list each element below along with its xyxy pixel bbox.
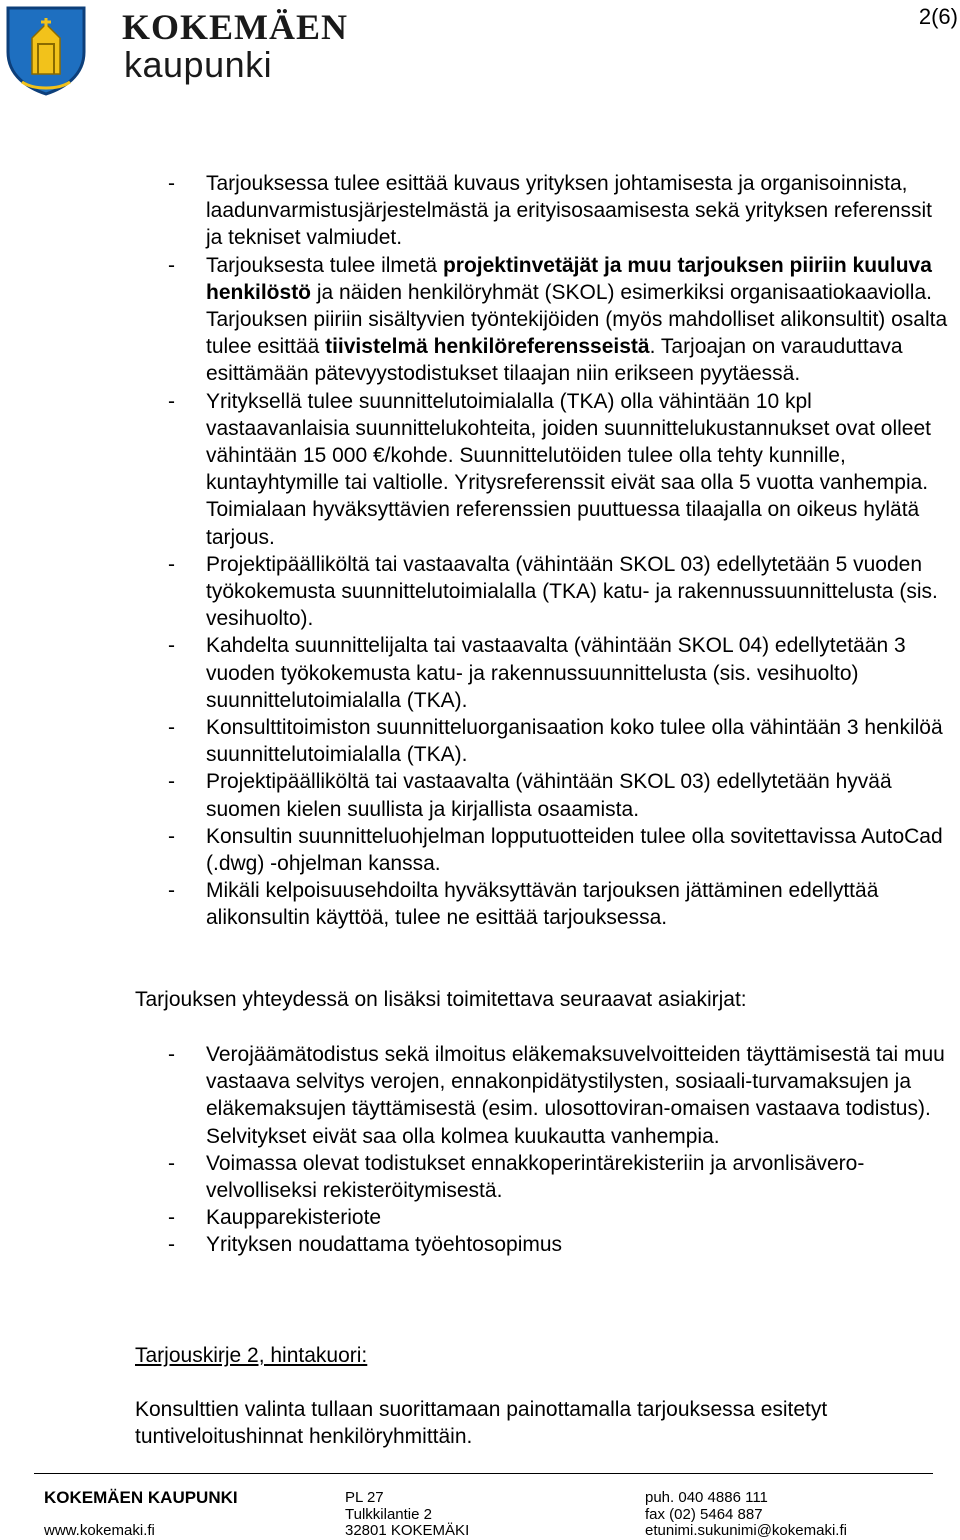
list-item: - Voimassa olevat todistukset ennakkoperintärekisteriin ja arvonlisävero-velvolliseksi rekisteröitymisestä. [168,1151,865,1203]
footer-fax: fax (02) 5464 887 [645,1505,763,1523]
footer-po-box: PL 27 [345,1489,384,1506]
documents-list [168,1041,960,1259]
footer-phone: puh. 040 4886 111 [645,1489,768,1506]
city-coat-of-arms-logo [4,4,88,96]
list-item: - Projektipäälliköltä tai vastaavalta (vähintään SKOL 03) edellytetään hyvää suomen kielen suullista ja kirjallista osaamista. [168,770,892,821]
footer-email-link[interactable]: etunimi.sukunimi@kokemaki.fi [645,1522,847,1539]
footer-contact [645,1490,847,1540]
list-item: - Projektipäälliköltä tai vastaavalta (vähintään SKOL 03) edellytetään 5 vuoden työkokemusta suunnittelutoimialalla (TKA) katu- ja rakennussuunnittelusta (sis. vesihuolto). [168,552,938,631]
list-item: - Kahdelta suunnittelijalta tai vastaavalta (vähintään SKOL 04) edellytetään 3 vuoden työkokemusta katu- ja rakennussuunnittelusta (sis. vesihuolto) suunnittelutoimialalla (TKA). [168,634,906,712]
footer-street: Tulkkilantie 2 [345,1505,432,1523]
requirements-list [168,170,948,932]
list-item: - Konsultin suunnitteluohjelman lopputuotteiden tulee olla sovitettavissa AutoCad (.dwg) -ohjelman kanssa. [168,824,943,876]
footer-org-name: KOKEMÄEN KAUPUNKI [44,1488,238,1507]
documents-intro: Tarjouksen yhteydessä on lisäksi toimitettava seuraavat asiakirjat: [135,988,747,1011]
footer-website-link[interactable]: www.kokemaki.fi [44,1522,155,1539]
brand-subtitle: kaupunki [124,44,273,85]
footer-city: 32801 KOKEMÄKI [345,1522,470,1539]
list-item: - Kaupparekisteriote [168,1206,382,1230]
footer-address [345,1490,469,1540]
section-heading: Tarjouskirje 2, hintakuori: [135,1344,368,1367]
list-item: - Konsulttitoimiston suunnitteluorganisaation koko tulee olla vähintään 3 henkilöä suunnittelutoimialalla (TKA). [168,716,943,767]
footer-divider [34,1473,933,1474]
list-item: - Tarjouksesta tulee ilmetä projektinvetäjät ja muu tarjouksen piiriin kuuluva henkilöstö ja näiden henkilöryhmät (SKOL) esimerkiksi organisaatiokaaviolla. Tarjouksen piiriin sisältyvien työntekijöiden (myös mahdolliset alikonsultit) osalta tulee esittää tiivistelmä henkilöreferensseistä. Tarjoajan on varauduttava esittämään pätevyystodistukset tilaajan niin erikseen pyytäessä. [168,253,948,386]
closing-paragraph: Konsulttien valinta tullaan suorittamaan painottamalla tarjouksessa esitetyt tuntiveloitushinnat henkilöryhmittäin. [135,1398,828,1449]
footer-org [44,1490,238,1540]
list-item: - Yrityksen noudattama työehtosopimus [168,1233,563,1257]
page-number: 2(6) [918,4,958,29]
list-item: - Yrityksellä tulee suunnittelutoimialalla (TKA) olla vähintään 10 kpl vastaavanlaisia suunnittelukohteita, joiden suunnittelukustannukset ovat olleet vähintään 15 000 €/kohde. Suunnittelutöiden tulee olla tehty kunnille, kuntayhtymille tai valtiolle. Yritysreferenssit eivät saa olla 5 vuotta vanhempia. Toimialaan hyväksyttävien referenssien puuttuessa tilaajalla on oikeus hylätä tarjous. [168,389,931,549]
list-item: - Verojäämätodistus sekä ilmoitus eläkemaksuvelvoitteiden täyttämisestä tai muu vastaava selvitys verojen, ennakonpidätystilysten, sosiaali-turvamaksujen ja eläkemaksujen täyttämisestä (esim. ulosottoviran-omaisen vastaava todistus). Selvitykset eivät saa olla kolmea kuukautta vanhempia. [168,1043,945,1148]
list-item: - Tarjouksessa tulee esittää kuvaus yrityksen johtamisesta ja organisoinnista, laadunvarmistusjärjestelmästä ja erityisosaamisesta sekä yrityksen referenssit ja tekniset valmiudet. [168,172,932,250]
brand-name: KOKEMÄEN [122,7,349,47]
list-item: - Mikäli kelpoisuusehdoilta hyväksyttävän tarjouksen jättäminen edellyttää alikonsultin käyttöä, tulee ne esittää tarjouksessa. [168,879,879,930]
